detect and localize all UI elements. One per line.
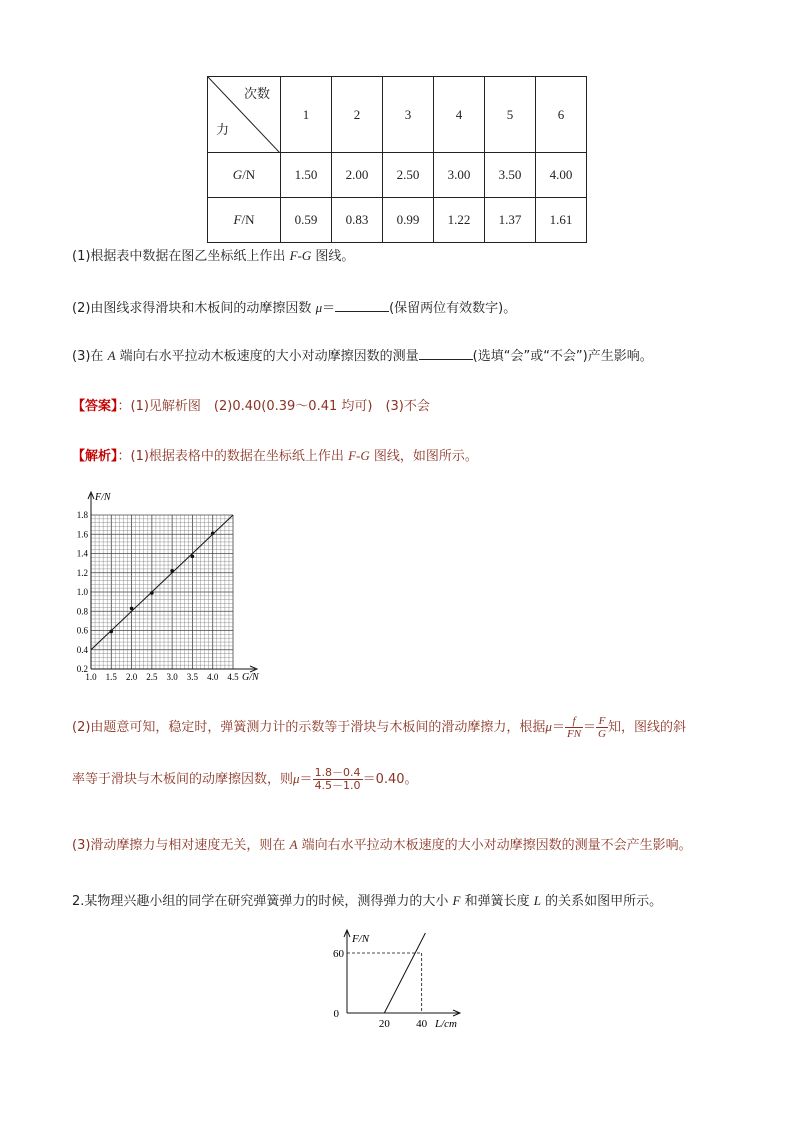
x-tick-label: 4.5	[227, 672, 239, 682]
table-row-g	[208, 153, 587, 198]
table-cell: 0.59	[281, 198, 332, 243]
x-tick-label: 4.0	[207, 672, 219, 682]
x-tick-label: 3.0	[166, 672, 178, 682]
explain-2-line-1: (2)由题意可知，稳定时，弹簧测力计的示数等于滑块与木板间的滑动摩擦力，根据μ＝ $\frac{f}{FN}$ ＝ $\frac{F}{G}$ 知，图线的斜	[72, 715, 687, 740]
table-header-row	[208, 77, 587, 153]
data-point	[170, 569, 174, 573]
x-tick-label: 2.0	[125, 672, 138, 682]
corner-top-label: 次数	[244, 86, 271, 101]
table-col-header: 1	[281, 77, 332, 153]
table-cell: 2.50	[383, 153, 434, 198]
table-col-header: 2	[332, 77, 383, 153]
corner-bottom-label: 力	[216, 122, 230, 137]
table-cell: 1.37	[485, 198, 536, 243]
table-col-header: 4	[434, 77, 485, 153]
problem-2-text: 2.某物理兴趣小组的同学在研究弹簧弹力的时候，测得弹力的大小 F 和弹簧长度 L 的关系如图甲所示。	[72, 893, 663, 909]
table-cell: 3.00	[434, 153, 485, 198]
data-table	[207, 76, 587, 243]
x-tick-label: 1.5	[105, 672, 117, 682]
table-cell: 1.50	[281, 153, 332, 198]
y-tick-label: 1.6	[76, 529, 88, 540]
data-point	[191, 555, 195, 559]
x-tick-label: 2.5	[146, 672, 158, 682]
y-tick-label: 0.2	[76, 664, 88, 674]
x-axis-label: G/N	[242, 672, 259, 683]
y-tick-label: 60	[333, 948, 344, 960]
y-tick-label: 1.0	[76, 587, 88, 597]
question-1: (1)根据表中数据在图乙坐标纸上作出 F-G 图线。	[72, 248, 355, 264]
answer-line	[72, 395, 430, 414]
y-tick-label: 1.4	[76, 548, 88, 559]
x-tick-label: 40	[416, 1018, 428, 1030]
x-tick-label: 20	[378, 1018, 390, 1030]
x-tick-label: 1.0	[85, 672, 97, 682]
answer-tag: 【答案】	[72, 399, 118, 414]
answer-text: ：(1)见解析图 (2)0.40(0.39～0.41 均可) (3)不会	[117, 399, 430, 414]
fit-line	[91, 515, 233, 650]
explain-3: (3)滑动摩擦力与相对速度无关，则在 A 端向右水平拉动木板速度的大小对动摩擦因数的测量不会产生影响。	[72, 837, 692, 853]
x-axis-label: L/cm	[435, 1018, 457, 1030]
y-axis-label: F/N	[95, 492, 111, 503]
explain-2-line-2: 率等于滑块与木板间的动摩擦因数，则μ＝ $\frac{1.8-0.4}{4.5-1.0}$ ＝0.40。	[72, 766, 418, 792]
table-cell: 3.50	[485, 153, 536, 198]
analysis-tag: 【解析】	[72, 449, 118, 464]
origin-label: 0	[333, 1008, 339, 1020]
question-2: (2)由图线求得滑块和木板间的动摩擦因数 μ＝ (保留两位有效数字)。	[72, 300, 517, 316]
table-cell: 0.83	[332, 198, 383, 243]
table-row-label: G/N	[208, 153, 281, 198]
data-point	[150, 591, 154, 595]
y-tick-label: 0.8	[76, 606, 88, 617]
x-tick-label: 3.5	[186, 672, 199, 682]
analysis-line: 【解析】：(1)根据表格中的数据在坐标纸上作出 F-G 图线，如图所示。	[72, 448, 478, 464]
table-row-label: F/N	[208, 198, 281, 243]
table-cell: 2.00	[332, 153, 383, 198]
table-col-header: 6	[536, 77, 587, 153]
table-cell: 1.61	[536, 198, 587, 243]
fl-chart	[325, 925, 475, 1030]
y-tick-label: 1.8	[76, 510, 88, 520]
table-cell: 4.00	[536, 153, 587, 198]
table-col-header: 5	[485, 77, 536, 153]
answer-blank	[335, 299, 389, 312]
y-tick-label: 0.4	[76, 644, 88, 655]
data-point	[211, 531, 215, 535]
table-cell: 1.22	[434, 198, 485, 243]
table-corner-cell	[208, 77, 281, 153]
data-point	[130, 607, 134, 611]
y-axis-label: F/N	[352, 933, 370, 945]
table-row-f	[208, 198, 587, 243]
question-3: (3)在 A 端向右水平拉动木板速度的大小对动摩擦因数的测量 (选填“会”或“不会”)产生影响。	[72, 348, 653, 364]
answer-blank	[419, 347, 473, 360]
data-line	[384, 933, 425, 1013]
y-tick-label: 1.2	[76, 567, 88, 578]
fg-chart	[70, 488, 270, 684]
y-tick-label: 0.6	[76, 625, 88, 636]
table-cell: 0.99	[383, 198, 434, 243]
data-point	[109, 630, 113, 634]
table-col-header: 3	[383, 77, 434, 153]
